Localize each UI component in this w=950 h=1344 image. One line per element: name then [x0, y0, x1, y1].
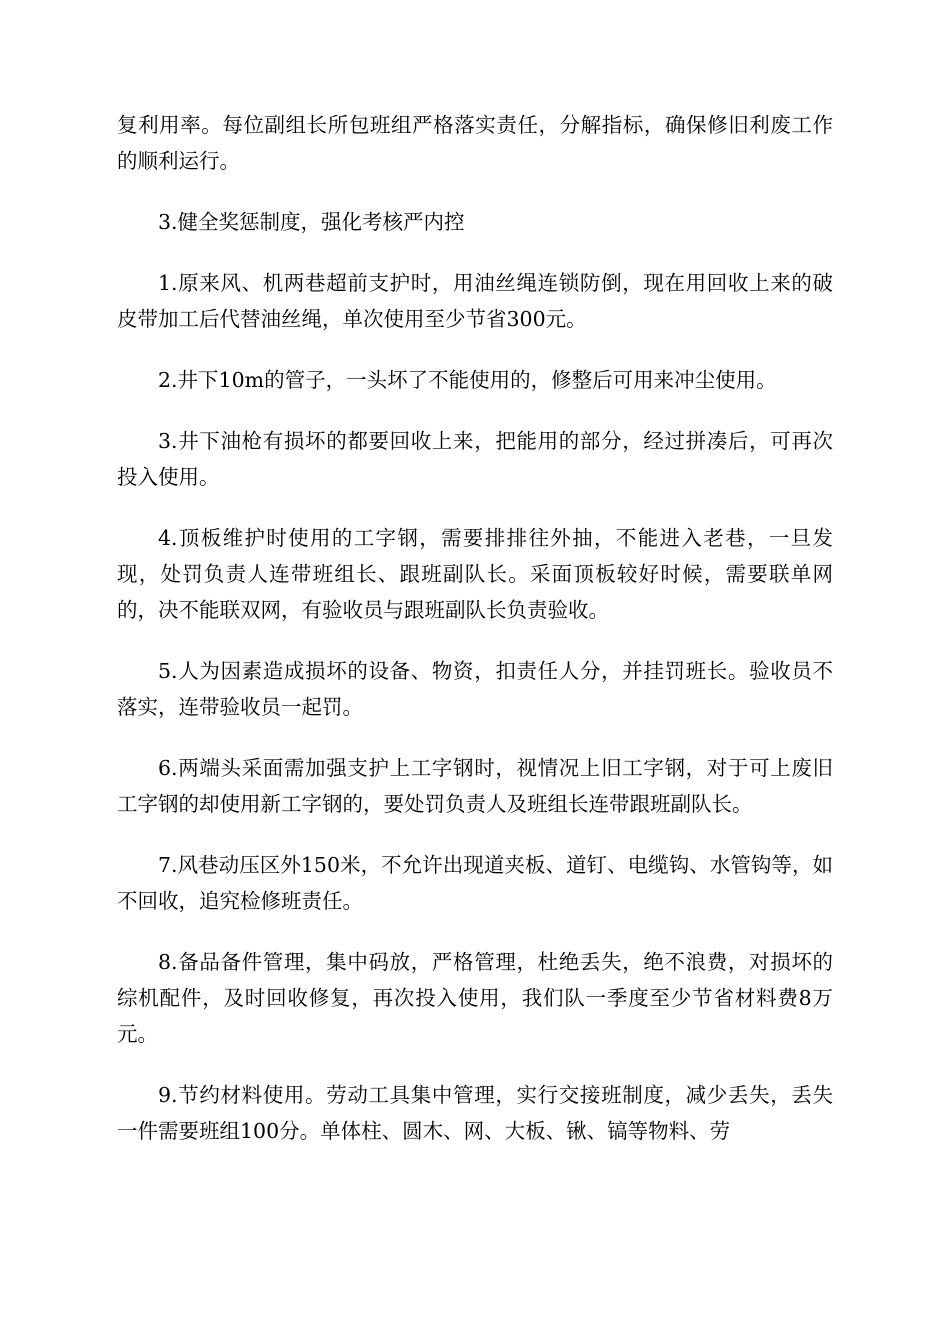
- paragraph-item-6: 6.两端头采面需加强支护上工字钢时，视情况上旧工字钢，对于可上废旧工字钢的却使用新工字钢的，要处罚负责人及班组长连带跟班副队长。: [117, 756, 833, 816]
- paragraph-item-4: 4.顶板维护时使用的工字钢，需要排排往外抽，不能进入老巷，一旦发现，处罚负责人连带班组长、跟班副队长。采面顶板较好时候，需要联单网的，决不能联双网，有验收员与跟班副队长负责验收。: [117, 526, 833, 622]
- paragraph-item-1: 1.原来风、机两巷超前支护时，用油丝绳连锁防倒，现在用回收上来的破皮带加工后代替油丝绳，单次使用至少节省300元。: [117, 271, 833, 331]
- paragraph-item-2: 2.井下10m的管子，一头坏了不能使用的，修整后可用来冲尘使用。: [158, 368, 777, 392]
- paragraph-item-3: 3.井下油枪有损坏的都要回收上来，把能用的部分，经过拼凑后，可再次投入使用。: [117, 429, 833, 489]
- section-heading: 3.健全奖惩制度，强化考核严内控: [158, 210, 465, 234]
- paragraph-item-8: 8.备品备件管理，集中码放，严格管理，杜绝丢失，绝不浪费，对损坏的综机配件，及时回收修复，再次投入使用，我们队一季度至少节省材料费8万元。: [117, 950, 833, 1046]
- paragraph-item-5: 5.人为因素造成损坏的设备、物资，扣责任人分，并挂罚班长。验收员不落实，连带验收员一起罚。: [117, 659, 833, 719]
- paragraph-continued: 复利用率。每位副组长所包班组严格落实责任，分解指标，确保修旧利废工作的顺利运行。: [117, 113, 833, 173]
- paragraph-item-7: 7.风巷动压区外150米，不允许出现道夹板、道钉、电缆钩、水管钩等，如不回收，追究检修班责任。: [117, 853, 833, 913]
- document-page: [117, 107, 833, 1174]
- paragraph-item-9: 9.节约材料使用。劳动工具集中管理，实行交接班制度，减少丢失，丢失一件需要班组100分。单体柱、圆木、网、大板、锹、镐等物料、劳: [117, 1083, 833, 1143]
